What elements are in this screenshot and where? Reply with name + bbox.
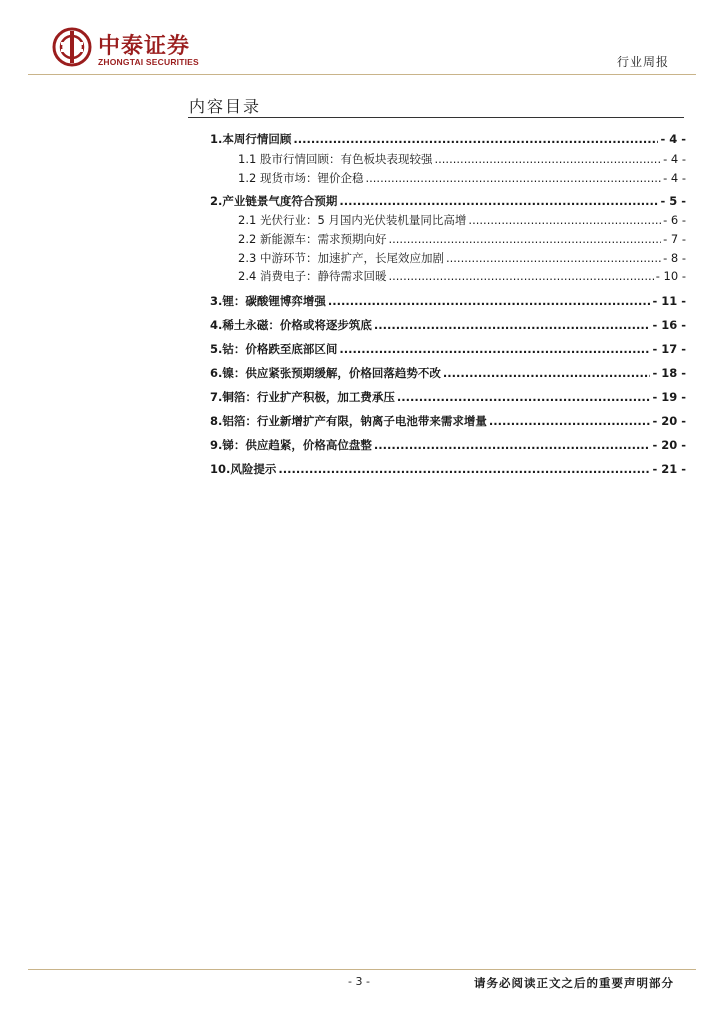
toc-entry-text: 8.铝箔：行业新增扩产有限，钠离子电池带来需求增量	[210, 414, 487, 428]
zhongtai-logo-icon	[52, 27, 92, 67]
toc-entry-page: - 5 -	[660, 194, 686, 208]
toc-entry-text: 1.本周行情回顾	[210, 132, 292, 146]
toc-entry[interactable]	[238, 170, 686, 186]
toc-entry-text: 2.产业链景气度符合预期	[210, 194, 338, 208]
toc-title-underline	[188, 117, 684, 118]
page-header	[0, 0, 724, 80]
toc-entry-text: 7.铜箔：行业扩产积极，加工费承压	[210, 390, 395, 404]
toc-dot-leader	[374, 318, 651, 332]
toc-entry[interactable]	[210, 461, 686, 477]
toc-dot-leader	[339, 342, 650, 356]
toc-entry-text: 2.2 新能源车：需求预期向好	[238, 232, 387, 246]
toc-entry-text: 2.1 光伏行业：5 月国内光伏装机量同比高增	[238, 213, 467, 227]
toc-dot-leader	[293, 132, 658, 146]
toc-entry-page: - 6 -	[663, 213, 686, 227]
toc-entry-text: 3.锂：碳酸锂博弈增强	[210, 294, 326, 308]
header-divider	[28, 74, 696, 75]
toc-dot-leader	[489, 414, 651, 428]
footer-divider	[28, 969, 696, 970]
toc-entry-text: 4.稀土永磁：价格或将逐步筑底	[210, 318, 372, 332]
toc-dot-leader	[434, 152, 661, 166]
logo-chinese-name: 中泰证券	[98, 34, 191, 59]
toc-entry[interactable]	[238, 231, 686, 247]
page-number: - 3 -	[348, 975, 370, 988]
toc-entry[interactable]	[210, 193, 686, 209]
document-type: 行业周报	[616, 55, 669, 69]
toc-dot-leader	[328, 294, 651, 308]
toc-dot-leader	[339, 194, 658, 208]
toc-entry-page: - 20 -	[652, 438, 686, 452]
toc-dot-leader	[388, 232, 661, 246]
toc-entry[interactable]	[238, 250, 686, 266]
toc-entry-page: - 7 -	[663, 232, 686, 246]
toc-entry-page: - 20 -	[652, 414, 686, 428]
toc-entry-page: - 11 -	[652, 294, 686, 308]
toc-entry-text: 1.2 现货市场：锂价企稳	[238, 171, 364, 185]
toc-entry-page: - 18 -	[652, 366, 686, 380]
toc-dot-leader	[278, 462, 650, 476]
toc-entry[interactable]	[238, 268, 686, 284]
toc-entry-text: 9.锑：供应趋紧，价格高位盘整	[210, 438, 372, 452]
toc-entry[interactable]	[238, 151, 686, 167]
toc-entry-page: - 16 -	[652, 318, 686, 332]
toc-entry[interactable]	[210, 413, 686, 429]
footer-disclaimer: 请务必阅读正文之后的重要声明部分	[474, 976, 674, 990]
toc-entry[interactable]	[210, 317, 686, 333]
toc-entry[interactable]	[238, 212, 686, 228]
toc-title: 内容目录	[189, 97, 262, 116]
toc-dot-leader	[397, 390, 651, 404]
toc-entry-text: 2.3 中游环节：加速扩产，长尾效应加剧	[238, 251, 444, 265]
toc-entry[interactable]	[210, 365, 686, 381]
toc-entry[interactable]	[210, 341, 686, 357]
toc-dot-leader	[365, 171, 661, 185]
toc-dot-leader	[374, 438, 651, 452]
logo-english-name: ZHONGTAI SECURITIES	[98, 57, 199, 67]
toc-entry-text: 10.风险提示	[210, 462, 277, 476]
toc-dot-leader	[468, 213, 661, 227]
company-logo	[52, 27, 242, 71]
toc-entry-page: - 10 -	[655, 269, 686, 283]
toc-dot-leader	[388, 269, 653, 283]
toc-entry-page: - 19 -	[652, 390, 686, 404]
toc-entry-page: - 17 -	[652, 342, 686, 356]
toc-entry[interactable]	[210, 437, 686, 453]
toc-entry-page: - 21 -	[652, 462, 686, 476]
toc-entry-text: 6.镍：供应紧张预期缓解，价格回落趋势不改	[210, 366, 441, 380]
toc-entry-page: - 4 -	[660, 132, 686, 146]
toc-entry-page: - 4 -	[663, 171, 686, 185]
toc-entry-page: - 4 -	[663, 152, 686, 166]
toc-entry-text: 2.4 消费电子：静待需求回暖	[238, 269, 387, 283]
toc-entry[interactable]	[210, 293, 686, 309]
toc-entry-text: 5.钴：价格跌至底部区间	[210, 342, 338, 356]
toc-dot-leader	[446, 251, 661, 265]
toc-entry[interactable]	[210, 131, 686, 147]
toc-entry-text: 1.1 股市行情回顾：有色板块表现较强	[238, 152, 433, 166]
toc-entry[interactable]	[210, 389, 686, 405]
toc-entry-page: - 8 -	[663, 251, 686, 265]
toc-dot-leader	[443, 366, 651, 380]
